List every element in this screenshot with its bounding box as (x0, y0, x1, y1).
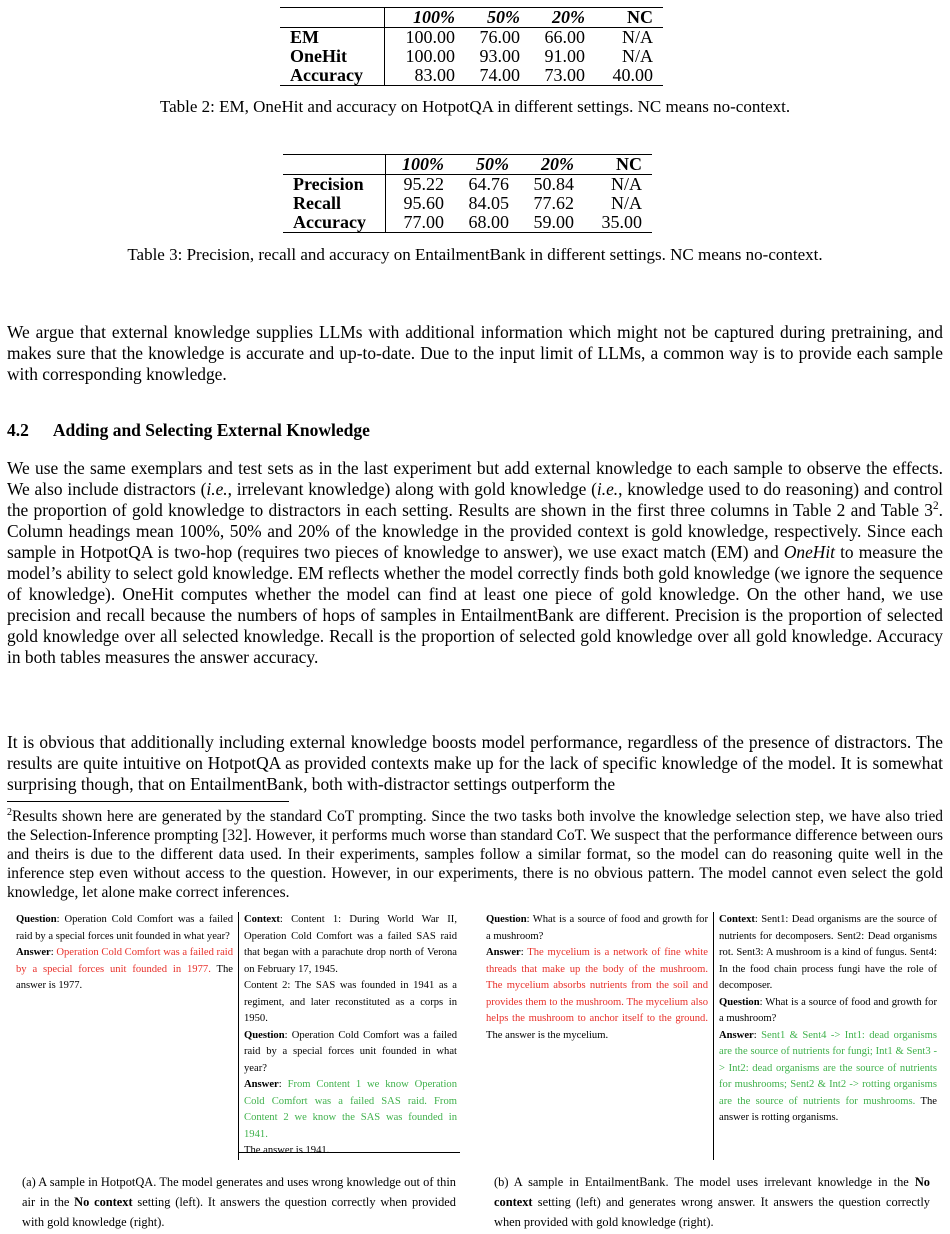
table-cell: 77.62 (533, 193, 574, 213)
footnote-mark: 2 (7, 806, 12, 818)
answer-gold-reasoning: From Content 1 we know Operation Cold Comfort was a failed SAS raid. From Content 2 we know the SAS was founded in 1941. (244, 1079, 458, 1140)
table-row (283, 213, 652, 233)
answer-final: The answer is 1977. (16, 963, 233, 991)
caption-text: (a) A sample in HotpotQA. The model generates and uses wrong knowledge out of thin air in the (22, 1175, 456, 1209)
paragraph-method (7, 458, 943, 668)
answer-label: Answer (244, 1079, 279, 1090)
row-label: Accuracy (280, 66, 385, 86)
text-run: . Column headings mean 100%, 50% and 20% of the knowledge in the provided context is gold knowledge, respectively. Since each sample in HotpotQA is two-hop (requires two pieces of knowledge to answer), we use exact match (EM) and (7, 500, 943, 562)
table-3-header: 100% (402, 154, 444, 174)
table-cell: N/A (622, 27, 653, 47)
table-cell: 59.00 (533, 212, 574, 232)
context-label: Context (719, 914, 755, 925)
table-2-caption: Table 2: EM, OneHit and accuracy on HotpotQA in different settings. NC means no-context. (159, 97, 791, 116)
question-text: : Operation Cold Comfort was a failed raid by a special forces unit founded in what year? (16, 914, 233, 942)
row-label: Precision (283, 175, 386, 195)
answer-label: Answer (16, 947, 51, 958)
row-label: Accuracy (283, 213, 386, 233)
table-3 (283, 154, 652, 233)
table-cell: 68.00 (468, 212, 509, 232)
question-text: : What is a source of food and growth for a mushroom? (486, 914, 708, 942)
table-cell: 83.00 (414, 65, 455, 85)
divider (238, 912, 239, 1160)
caption-text: No context (74, 1195, 133, 1209)
section-number: 4.2 (7, 420, 29, 440)
caption-text: No context (494, 1175, 930, 1209)
sample-a-gold-context: Context: Content 1: During World War II, Operation Cold Comfort was a failed SAS raid that began with a parachute drop north of Verona on February 17, 1945. Content 2: The SAS was founded in 1941 as a regiment, and later reconstituted as a corps in 1950. Question: Operation Cold Comfort was a failed raid by a special forces unit founded in what year? Answer: From Content 1 we know Operation Cold Comfort was a failed SAS raid. From Content 2 we know the SAS was founded in 1941. The answer is 1941. (244, 914, 458, 1156)
table-cell: 77.00 (403, 212, 444, 232)
row-label: OneHit (280, 47, 385, 66)
answer-wrong-knowledge: Operation Cold Comfort was a failed raid by a special forces unit founded in 1977. (16, 947, 234, 975)
answer-final: The answer is the mycelium. (486, 1029, 609, 1041)
table-2-header: 100% (413, 7, 455, 27)
bottom-rule (238, 1152, 460, 1153)
table-row (280, 66, 663, 86)
figure-samples (0, 912, 950, 1160)
section-title: Adding and Selecting External Knowledge (52, 420, 370, 440)
table-row (283, 194, 652, 213)
table-cell: 73.00 (544, 65, 585, 85)
footnote-ref[interactable]: 2 (932, 500, 939, 513)
table-cell: 84.05 (468, 193, 509, 213)
figure-caption-b (494, 1172, 930, 1232)
question-text: : Operation Cold Comfort was a failed raid by a special forces unit founded in what year? (244, 1029, 457, 1074)
table-2-header: NC (627, 7, 653, 27)
table-cell: 91.00 (544, 46, 585, 66)
table-3-caption: Table 3: Precision, recall and accuracy on EntailmentBank in different settings. NC means no-context. (127, 245, 823, 264)
table-cell: 35.00 (601, 212, 642, 232)
table-cell: 64.76 (468, 174, 509, 194)
sample-b-no-context: Question: What is a source of food and growth for a mushroom? Answer: The mycelium is a network of fine white threads that make up the body of the mushroom. The mycelium absorbs nutrients from the soil and provides them to the mushroom. The mycelium also helps the mushroom to anchor itself to the ground. The answer is the mycelium. (486, 914, 708, 1041)
table-cell: N/A (611, 193, 642, 213)
text-run: OneHit (783, 542, 836, 562)
answer-label: Answer (719, 1029, 754, 1041)
table-row (280, 47, 663, 66)
question-text: : What is a source of food and growth for a mushroom? (719, 996, 937, 1024)
table-3-grid (283, 154, 652, 233)
table-2-header: 20% (552, 7, 585, 27)
question-label: Question (719, 996, 760, 1008)
sample-b-gold-context: Context: Sent1: Dead organisms are the source of nutrients for decomposers. Sent2: Dead organisms rot. Sent3: A mushroom is a kind of fungus. Sent4: In the food chain process fungi have the role of decomposer. Question: What is a source of food and growth for a mushroom? Answer: Sent1 & Sent4 -> Int1: dead organisms are the source of nutrients for fungi; Int1 & Sent3 -> Int2: dead organisms are the source of nutrients for mushrooms; Sent2 & Int2 -> rotting organisms are the source of nutrients for mushrooms. The answer is rotting organisms. (719, 914, 938, 1123)
table-row (280, 28, 663, 48)
footnote (7, 807, 943, 902)
caption-text: setting (left) and generates wrong answer. It answers the question correctly when provided with gold knowledge (right). (494, 1195, 930, 1229)
row-label: Recall (283, 194, 386, 213)
answer-label: Answer (486, 947, 521, 958)
table-3-header: 50% (476, 154, 509, 174)
divider (713, 912, 714, 1160)
table-cell: N/A (611, 174, 642, 194)
context-label: Context (244, 914, 280, 925)
question-label: Question (16, 914, 57, 925)
table-3-header: 20% (541, 154, 574, 174)
table-cell: 66.00 (544, 27, 585, 47)
table-cell: N/A (622, 46, 653, 66)
caption-text: setting (left). It answers the question correctly when provided with gold knowledge (right). (22, 1195, 456, 1229)
text-run: i.e. (596, 479, 619, 499)
section-heading (7, 420, 370, 441)
context-text: : Content 1: During World War II, Operation Cold Comfort was a failed SAS raid that began with a parachute drop north of Verona on February 17, 1945. (244, 914, 457, 975)
paragraph-results: It is obvious that additionally including external knowledge boosts model performance, regardless of the presence of distractors. The results are quite intuitive on HotpotQA as provided contexts make up for the lack of specific knowledge of the model. It is somewhat surprising though, that on EntailmentBank, both with-distractor settings outperform the (7, 732, 943, 794)
answer-wrong-knowledge: The mycelium is a network of fine white threads that make up the body of the mushroom. The mycelium absorbs nutrients from the soil and provides them to the mushroom. The mycelium also helps the mushroom to anchor itself to the ground. (486, 947, 708, 1024)
answer-gold-reasoning: Sent1 & Sent4 -> Int1: dead organisms are the source of nutrients for fungi; Int1 & Sent3 -> Int2: dead organisms are the source of nutrients for mushrooms; Sent2 & Int2 -> rotting organisms are the source of nutrients for mushrooms. (719, 1029, 938, 1107)
table-cell: 95.60 (403, 193, 444, 213)
answer-final: The answer is 1941. (244, 1145, 330, 1156)
context-text: Content 2: The SAS was founded in 1941 as a regiment, and later reconstituted as a corps in 1950. (244, 980, 457, 1024)
question-label: Question (486, 914, 527, 925)
text-run: , knowledge used to do reasoning) and control the proportion of gold knowledge to distractors in each setting. Results are shown in the first three columns in Table 2 and Table 3 (7, 479, 943, 520)
context-text: : Sent1: Dead organisms are the source of nutrients for decomposers. Sent2: Dead organisms rot. Sent3: A mushroom is a kind of fungus. Sent4: In the food chain process fungi have the role of decomposer. (719, 914, 937, 991)
sample-a-no-context: Question: Operation Cold Comfort was a failed raid by a special forces unit founded in what year? Answer: Operation Cold Comfort was a failed raid by a special forces unit founded in 1977. The answer is 1977. (16, 914, 234, 991)
footnote-text: Results shown here are generated by the standard CoT prompting. Since the two tasks both involve the knowledge selection step, we have also tried the Selection-Inference prompting [32]. However, it performs much worse than standard CoT. We suspect that the performance difference between ours and theirs is due to the different data used. In their experiments, samples follow a similar format, so the model can do reasoning quite well in the inference step even without access to the question. However, in our experiments, there is no obvious pattern. The model cannot even select the gold knowledge, let alone make correct inferences. (7, 808, 943, 901)
table-cell: 74.00 (479, 65, 520, 85)
paragraph-intro: We argue that external knowledge supplies LLMs with additional information which might not be captured during pretraining, and makes sure that the knowledge is accurate and up-to-date. Due to the input limit of LLMs, a common way is to provide each sample with corresponding knowledge. (7, 322, 943, 384)
table-cell: 50.84 (533, 174, 574, 194)
row-label: EM (280, 28, 385, 48)
question-label: Question (244, 1029, 285, 1041)
table-2 (280, 7, 663, 86)
table-2-header: 50% (487, 7, 520, 27)
answer-final: The answer is rotting organisms. (719, 1095, 937, 1123)
table-cell: 40.00 (612, 65, 653, 85)
figure-caption-a (22, 1172, 456, 1232)
text-run: i.e. (206, 479, 228, 499)
table-cell: 100.00 (405, 46, 455, 66)
text-run: We use the same exemplars and test sets as in the last experiment but add external knowledge to each sample to observe the effects. We also include distractors ( (7, 458, 943, 499)
table-cell: 100.00 (405, 27, 455, 47)
table-cell: 93.00 (479, 46, 520, 66)
table-cell: 76.00 (479, 27, 520, 47)
footnote-rule (7, 801, 289, 802)
caption-text: (b) A sample in EntailmentBank. The model uses irrelevant knowledge in the (494, 1175, 915, 1189)
text-run: to measure the model’s ability to select gold knowledge. EM reflects whether the model correctly finds both gold knowledge (we ignore the sequence of knowledge). OneHit computes whether the model can find at least one piece of gold knowledge. On the other hand, we use precision and recall because the numbers of hops of samples in EntailmentBank are different. Precision is the proportion of selected gold knowledge over all selected knowledge. Recall is the proportion of selected gold knowledge over all gold knowledge. Accuracy in both tables measures the answer accuracy. (7, 542, 943, 667)
table-3-header: NC (616, 154, 642, 174)
table-row (283, 175, 652, 195)
table-2-grid (280, 7, 663, 86)
text-run: , irrelevant knowledge) along with gold knowledge ( (227, 479, 597, 499)
table-cell: 95.22 (403, 174, 444, 194)
